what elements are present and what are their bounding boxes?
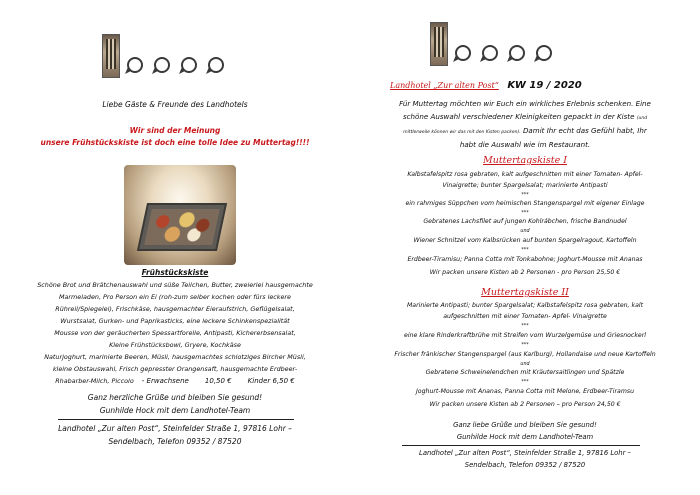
post-horn-icon	[505, 42, 529, 66]
menu-separator: ***	[521, 248, 529, 253]
menu-line: Erdbeer-Tiramisu; Panna Cotta mit Tonkabohne; Joghurt-Mousse mit Ananas	[407, 256, 643, 263]
hotel-logo	[430, 22, 559, 66]
breakfast-box-photo	[124, 165, 236, 265]
menu-line: Vinaigrette; bunter Spargelsalat; marinierte Antipasti	[442, 182, 608, 189]
intro-text: schöne Auswahl verschiedener Kleinigkeiten gepackt in der Kiste	[402, 112, 635, 121]
body-line: Rühreil/Spiegelei), Frischkäse, hausgemachter Eieraufstrich, Geflügelsalat,	[55, 305, 295, 313]
closing-line: Gunhilde Hock mit dem Landhotel-Team	[99, 406, 251, 415]
menu-separator: ***	[521, 324, 529, 329]
address-line: Landhotel „Zur alten Post“, Steinfelder Straße 1, 97816 Lohr –	[58, 424, 292, 433]
post-horn-icon	[123, 54, 147, 78]
body-line: Kleine Frühstücksbowl, Gryere, Kochkäse	[109, 341, 241, 349]
menu-separator: und	[520, 362, 530, 367]
post-horn-icon	[532, 42, 556, 66]
menu-line: Frischer fränkischer Stangenspargel (aus Karlburg), Hollandaise und neue Kartoffeln	[394, 351, 656, 358]
hotel-logo	[102, 34, 231, 78]
post-horn-icon	[177, 54, 201, 78]
adult-label: - Erwachsene	[141, 377, 189, 385]
kids-price: Kinder 6,50 €	[247, 377, 295, 385]
menu-line: Wiener Schnitzel vom Kalbsrücken auf bunten Spargelragout, Kartoffeln	[413, 237, 637, 244]
menu-separator: ***	[521, 343, 529, 348]
address-line: Landhotel „Zur alten Post“, Steinfelder Straße 1, 97816 Lohr –	[419, 449, 631, 457]
post-horn-icon	[204, 54, 228, 78]
menu-line: Gebratenes Lachsfilet auf jungen Kohlrábchen, frische Bandnudel	[423, 218, 627, 225]
intro-text: Damit Ihr echt das Gefühl habt, Ihr	[522, 126, 647, 135]
adult-price: 10,50 €	[204, 377, 232, 385]
headline-line: unsere Frühstückskiste ist doch eine tolle Idee zu Muttertag!!!!	[40, 138, 310, 147]
intro-line: Für Muttertag möchten wir Euch ein wirkliches Erlebnis schenken. Eine	[399, 99, 651, 108]
closing-line: Gunhilde Hock mit dem Landhotel-Team	[456, 433, 594, 441]
menu-line: Kalbstafelspitz rosa gebraten, kalt aufgeschnitten mit einer Tomaten- Apfel-	[407, 171, 643, 178]
kiste1-title: Muttertagskiste I	[483, 155, 567, 166]
tower-icon	[430, 22, 448, 66]
calendar-week: KW 19 / 2020	[507, 80, 582, 91]
price-line-text: Rhabarber-Milch, Piccolo	[55, 377, 134, 385]
divider	[58, 419, 294, 420]
greeting: Liebe Gäste & Freunde des Landhotels	[102, 100, 248, 109]
body-line: kleine Obstauswahl, Frisch gepresster Orangensaft, hausgemachte Erdbeer-	[52, 365, 298, 373]
intro-line	[350, 126, 700, 135]
post-horn-icon	[150, 54, 174, 78]
body-line: Wurstsalat, Gurken- und Paprikasticks, eine leckere Schinkenspezialität	[60, 317, 290, 325]
menu-separator: und	[520, 229, 530, 234]
body-line: Schöne Brot und Brätchenauswahl und süße Teilchen, Butter, zweierlei hausgemachte	[37, 281, 313, 289]
closing-line: Ganz herzliche Grüße und bleiben Sie gesund!	[87, 393, 263, 402]
menu-separator: ***	[521, 193, 529, 198]
body-line: Marmeladen, Pro Person ein Ei (roh-zum selber kochen oder fürs leckere	[59, 293, 291, 301]
menu-line: Joghurt-Mousse mit Ananas, Panna Cotta mit Melone, Erdbeer-Tiramsu	[415, 388, 634, 395]
menu-line: ein rahmiges Süppchen vom heimischen Stangenspargel mit eigener Einlage	[405, 200, 645, 207]
menu-line: eine klare Rinderkraftbrühe mit Streifen vom Wurzelgemüse und Griesnockerl	[404, 332, 646, 339]
address-line: Sendelbach, Telefon 09352 / 87520	[464, 461, 586, 469]
closing-line: Ganz liebe Grüße und bleiben Sie gesund!	[453, 421, 597, 429]
body-line: Naturjoghurt, marinierte Beeren, Müsli, hausgemachtes schlotziges Bircher Müsli,	[44, 353, 306, 361]
intro-small: (und	[636, 116, 648, 121]
address-line: Sendelbach, Telefon 09352 / 87520	[108, 437, 242, 446]
kiste2-title: Muttertagskiste II	[481, 287, 569, 298]
menu-separator: ***	[521, 211, 529, 216]
menu-line: Marinierte Antipasti; bunter Spargelsalat; Kalbstafelspitz rosa gebraten, kalt	[406, 302, 644, 309]
menu-line: Gebratene Schweinelendchen mit Kräutersaitlingen und Spätzle	[425, 369, 625, 376]
kiste1-price: Wir packen unsere Kisten ab 2 Personen - pro Person 25,50 €	[429, 269, 621, 276]
post-horn-icon	[478, 42, 502, 66]
kiste2-price: Wir packen unsere Kisten ab 2 Personen – pro Person 24,50 €	[429, 401, 621, 408]
menu-line: aufgeschnitten mit einer Tomaten- Apfel- Vinaigrette	[443, 313, 607, 320]
post-horn-icon	[451, 42, 475, 66]
tower-icon	[102, 34, 120, 78]
intro-line	[350, 112, 700, 121]
intro-line: habt die Auswahl wie im Restaurant.	[459, 140, 591, 149]
right-page	[350, 0, 700, 495]
section-title: Frühstückskiste	[141, 268, 209, 277]
headline-line: Wir sind der Meinung	[129, 126, 221, 135]
title-row	[390, 80, 700, 91]
divider	[402, 445, 640, 446]
hotel-name: Landhotel „Zur alten Post“	[390, 81, 499, 90]
intro-small: mittlerweile können wir das mit den Kisten packen).	[403, 130, 521, 135]
body-line: Mousse von der geräucherten Spessartforelle, Antipasti, Kichererbsensalat,	[54, 329, 296, 337]
menu-separator: ***	[521, 380, 529, 385]
price-line	[0, 377, 350, 385]
